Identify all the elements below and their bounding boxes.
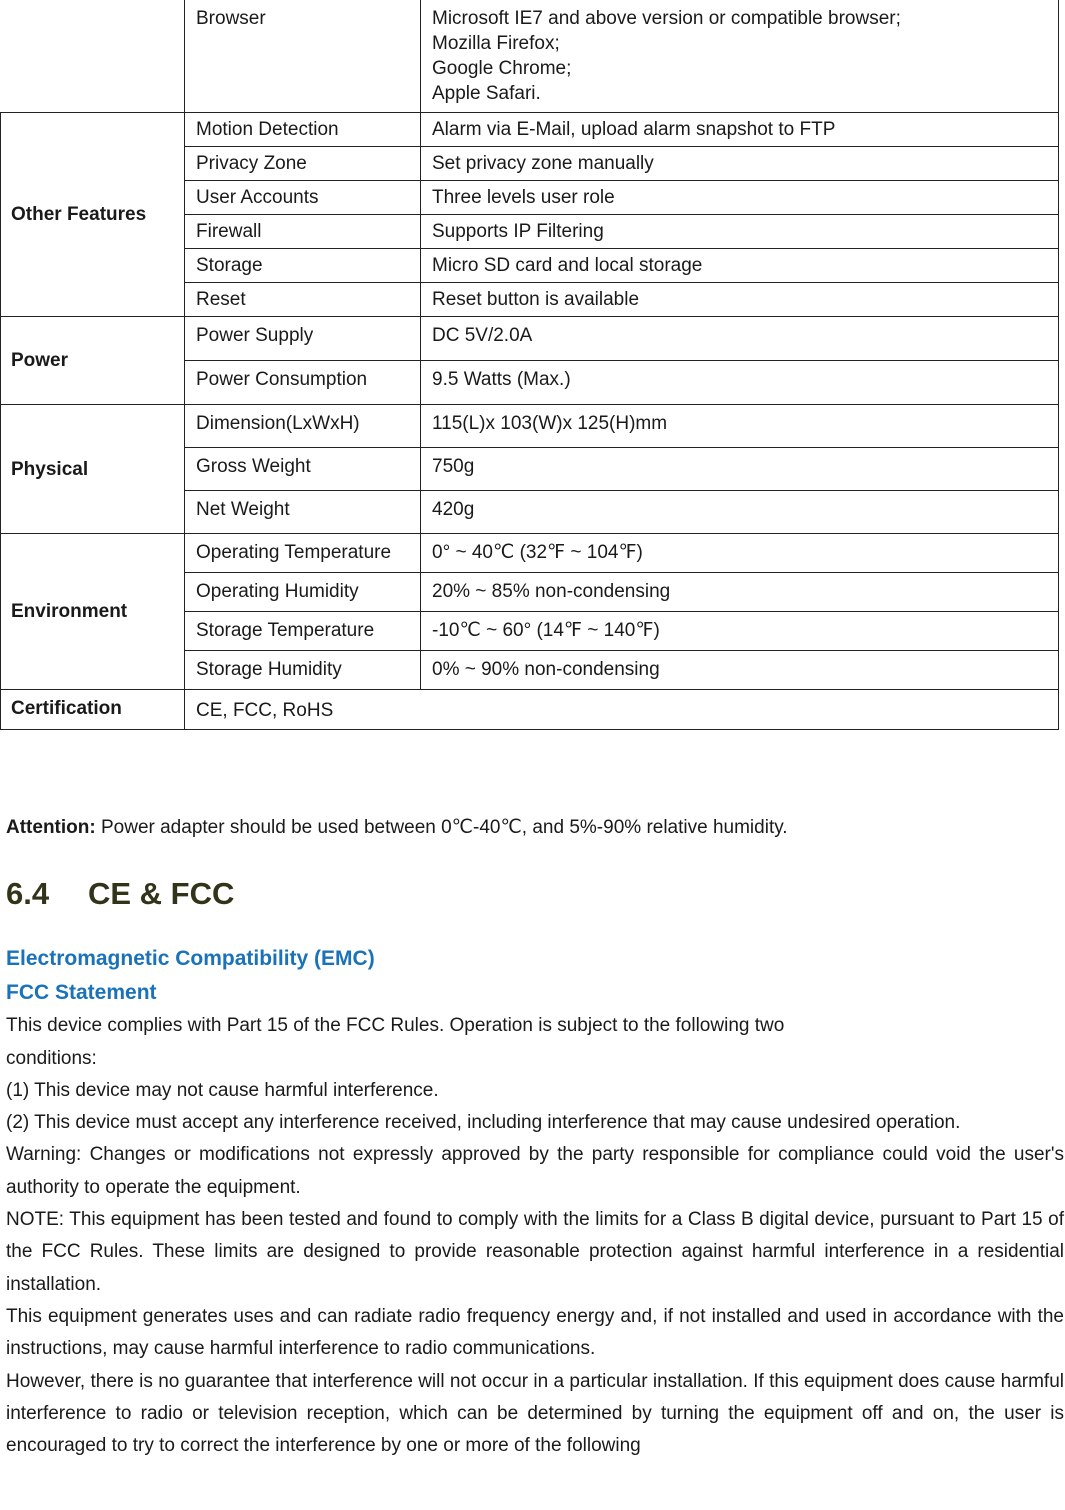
emc-heading: Electromagnetic Compatibility (EMC) [6, 947, 375, 971]
category-physical: Physical [1, 405, 185, 534]
feature-value: 20% ~ 85% non-condensing [421, 573, 1059, 612]
attention-label: Attention: [6, 817, 96, 838]
feature-name: Storage Temperature [185, 612, 421, 651]
feature-name: Operating Temperature [185, 534, 421, 573]
feature-name: Motion Detection [185, 113, 421, 147]
feature-value: 115(L)x 103(W)x 125(H)mm [421, 405, 1059, 448]
feature-value: CE, FCC, RoHS [185, 690, 1059, 730]
section-title: CE & FCC [88, 876, 235, 912]
blank-category-cell [1, 0, 185, 113]
paragraph: NOTE: This equipment has been tested and found to comply with the limits for a Class B digital device, pursuant to Part 15 of the FCC Rules. These limits are designed to provide reasonable protection against harmful interference in a residential installation. [6, 1209, 1064, 1295]
category-environment: Environment [1, 534, 185, 690]
category-other-features: Other Features [1, 113, 185, 317]
browser-line: Mozilla Firefox; [432, 33, 560, 54]
feature-value: Set privacy zone manually [421, 147, 1059, 181]
feature-value: Micro SD card and local storage [421, 249, 1059, 283]
attention-note [6, 812, 1064, 844]
feature-name: Power Consumption [185, 361, 421, 405]
table-row [1, 690, 1059, 730]
feature-value: 750g [421, 448, 1059, 491]
feature-value: DC 5V/2.0A [421, 317, 1059, 361]
feature-name: Firewall [185, 215, 421, 249]
feature-name: User Accounts [185, 181, 421, 215]
feature-value: 0% ~ 90% non-condensing [421, 651, 1059, 690]
browser-line: Apple Safari. [432, 83, 541, 104]
feature-name: Power Supply [185, 317, 421, 361]
feature-name: Gross Weight [185, 448, 421, 491]
feature-value [421, 0, 1059, 113]
table-row [1, 0, 1059, 113]
paragraph: This device complies with Part 15 of the FCC Rules. Operation is subject to the following two [6, 1015, 785, 1037]
feature-value: Reset button is available [421, 283, 1059, 317]
spec-table [0, 0, 1059, 730]
browser-line: Microsoft IE7 and above version or compatible browser; [432, 8, 901, 29]
paragraph: This equipment generates uses and can radiate radio frequency energy and, if not installed and used in accordance with the instructions, may cause harmful interference to radio communications. [6, 1305, 1064, 1360]
feature-value: Alarm via E-Mail, upload alarm snapshot to FTP [421, 113, 1059, 147]
feature-value: 0° ~ 40℃ (32℉ ~ 104℉) [421, 534, 1059, 573]
feature-value: 420g [421, 491, 1059, 534]
section-heading [6, 874, 1064, 914]
feature-value: Three levels user role [421, 181, 1059, 215]
feature-value: Supports IP Filtering [421, 215, 1059, 249]
category-certification: Certification [1, 690, 185, 730]
feature-name: Operating Humidity [185, 573, 421, 612]
paragraph: (1) This device may not cause harmful interference. [6, 1079, 439, 1101]
feature-name: Privacy Zone [185, 147, 421, 181]
table-row [1, 405, 1059, 448]
category-power: Power [1, 317, 185, 405]
paragraph: (2) This device must accept any interference received, including interference that may cause undesired operation. [6, 1112, 961, 1134]
attention-text: Power adapter should be used between 0℃-40℃, and 5%-90% relative humidity. [95, 817, 788, 838]
document-body [6, 812, 1064, 1462]
table-row [1, 317, 1059, 361]
feature-name: Storage Humidity [185, 651, 421, 690]
feature-name: Reset [185, 283, 421, 317]
paragraph: conditions: [6, 1047, 97, 1069]
feature-value: 9.5 Watts (Max.) [421, 361, 1059, 405]
feature-value: -10℃ ~ 60° (14℉ ~ 140℉) [421, 612, 1059, 651]
browser-line: Google Chrome; [432, 58, 572, 79]
table-row [1, 534, 1059, 573]
table-row [1, 113, 1059, 147]
paragraph: However, there is no guarantee that interference will not occur in a particular installation. If this equipment does cause harmful interference to radio or television reception, which can be determined by turning the equipment off and on, the user is encouraged to try to correct the interference by one or more of the following [6, 1370, 1064, 1457]
feature-name: Dimension(LxWxH) [185, 405, 421, 448]
paragraph: Warning: Changes or modifications not expressly approved by the party responsible for compliance could void the user's authority to operate the equipment. [6, 1144, 1064, 1198]
feature-name: Browser [185, 0, 421, 113]
feature-name: Storage [185, 249, 421, 283]
feature-name: Net Weight [185, 491, 421, 534]
section-number: 6.4 [6, 876, 50, 912]
fcc-statement-heading: FCC Statement [6, 981, 157, 1005]
